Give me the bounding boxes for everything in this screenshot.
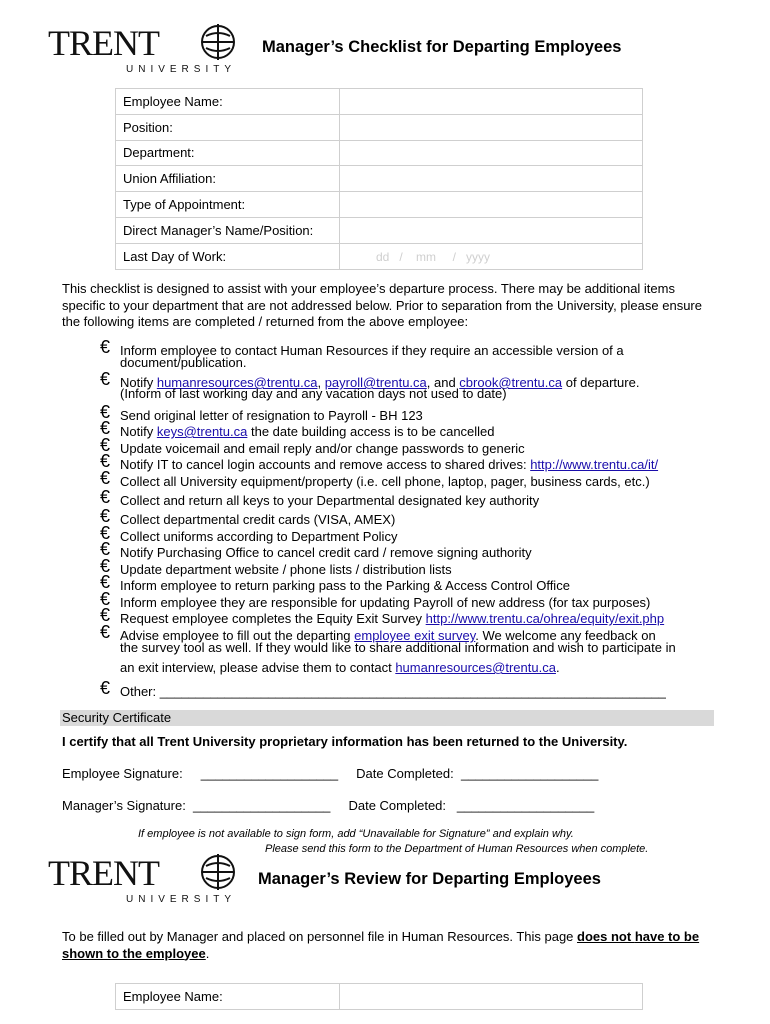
field-row (116, 243, 643, 269)
field-label: Employee Name: (116, 984, 340, 1010)
checkbox-icon[interactable]: € (100, 337, 111, 357)
checkbox-icon[interactable]: € (100, 622, 111, 642)
certify-statement: I certify that all Trent University proprietary information has been returned to the University. (62, 734, 628, 749)
cbrook-email-link[interactable]: cbrook@trentu.ca (459, 375, 563, 390)
logo-subtitle: UNIVERSITY (126, 64, 237, 75)
field-row (116, 984, 643, 1010)
employee-signature-line[interactable]: Employee Signature: ___________________ Date Completed: ___________________ (62, 766, 599, 781)
field-row (116, 166, 643, 192)
keys-email-link[interactable]: keys@trentu.ca (156, 424, 248, 439)
checkbox-icon[interactable]: € (100, 487, 111, 507)
exit-survey-link[interactable]: employee exit survey (354, 628, 476, 643)
checkbox-icon[interactable]: € (100, 402, 111, 422)
hr-email-link[interactable]: humanresources@trentu.ca (156, 375, 318, 390)
field-label: Type of Appointment: (116, 192, 340, 218)
checkbox-icon[interactable]: € (100, 468, 111, 488)
it-link[interactable]: http://www.trentu.ca/it/ (530, 457, 659, 472)
field-row (116, 114, 643, 140)
field-row (116, 217, 643, 243)
checkbox-icon[interactable]: € (100, 556, 111, 576)
field-label: Department: (116, 140, 340, 166)
employee-info-table (115, 88, 643, 270)
payroll-email-link[interactable]: payroll@trentu.ca (324, 375, 427, 390)
checkbox-icon[interactable]: € (100, 435, 111, 455)
checkbox-icon[interactable]: € (100, 589, 111, 609)
field-label: Position: (116, 114, 340, 140)
checkbox-icon[interactable]: € (100, 678, 111, 698)
union-affiliation-field[interactable] (340, 166, 643, 192)
employee-name-field[interactable] (340, 89, 643, 115)
checkbox-icon[interactable]: € (100, 572, 111, 592)
submit-note: Please send this form to the Department of Human Resources when complete. (265, 843, 649, 855)
signature-note: If employee is not available to sign form, add “Unavailable for Signature” and explain why. (138, 828, 574, 840)
intro-paragraph: This checklist is designed to assist with your employee’s departure process. There may be additional items specific to your department that are not addressed below. Prior to separation from the University, please ensure the following items are completed / returned from the above employee: (62, 281, 702, 329)
field-label: Union Affiliation: (116, 166, 340, 192)
appointment-type-field[interactable] (340, 192, 643, 218)
trent-logo (42, 20, 242, 82)
trent-logo (42, 850, 242, 912)
equity-survey-link[interactable]: http://www.trentu.ca/ohrea/equity/exit.php (425, 611, 665, 626)
checkbox-icon[interactable]: € (100, 506, 111, 526)
field-label: Last Day of Work: (116, 243, 340, 269)
manager-signature-line[interactable]: Manager’s Signature: ___________________ Date Completed: ___________________ (62, 798, 595, 813)
field-row (116, 140, 643, 166)
field-label: Direct Manager’s Name/Position: (116, 217, 340, 243)
field-label: Employee Name: (116, 89, 340, 115)
logo-wordmark: TRENT (48, 853, 159, 893)
field-row (116, 89, 643, 115)
review-employee-name-field[interactable] (340, 984, 643, 1010)
last-day-field[interactable] (340, 243, 643, 269)
hr-contact-link[interactable]: humanresources@trentu.ca (395, 660, 556, 675)
logo-subtitle: UNIVERSITY (126, 894, 237, 905)
logo-emblem-icon (196, 850, 240, 894)
field-row (116, 192, 643, 218)
manager-name-field[interactable] (340, 217, 643, 243)
checkbox-icon[interactable]: € (100, 369, 111, 389)
checkbox-icon[interactable]: € (100, 605, 111, 625)
page-title: Manager’s Checklist for Departing Employees (262, 38, 622, 56)
checkbox-icon[interactable]: € (100, 451, 111, 471)
logo-wordmark: TRENT (48, 23, 159, 63)
review-info-table (115, 983, 643, 1010)
date-placeholder: dd / mm / yyyy (376, 249, 491, 264)
review-title: Manager’s Review for Departing Employees (258, 870, 601, 888)
logo-emblem-icon (196, 20, 240, 64)
checkbox-icon[interactable]: € (100, 539, 111, 559)
department-field[interactable] (340, 140, 643, 166)
security-certificate-header: Security Certificate (60, 710, 714, 726)
review-intro: To be filled out by Manager and placed on personnel file in Human Resources. This page does not have to be shown to the employee. (62, 929, 700, 961)
checkbox-icon[interactable]: € (100, 418, 111, 438)
checkbox-icon[interactable]: € (100, 523, 111, 543)
position-field[interactable] (340, 114, 643, 140)
